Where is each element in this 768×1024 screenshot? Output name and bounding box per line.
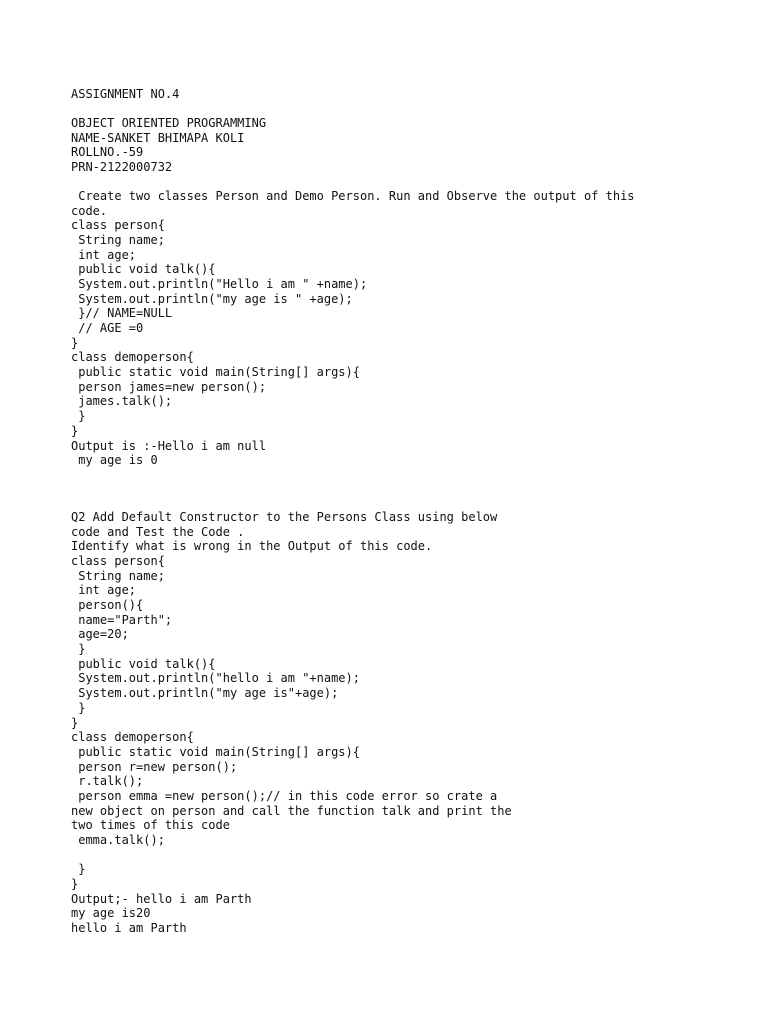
q2-code-line: System.out.println("my age is"+age); <box>71 686 339 701</box>
q1-code-line: class person{ <box>71 218 165 233</box>
q1-code-line: person james=new person(); <box>71 379 267 394</box>
q1-code-line: public static void main(String[] args){ <box>71 365 360 380</box>
q2-code-line: r.talk(); <box>71 774 144 789</box>
q1-code-line: String name; <box>71 232 165 247</box>
q1-output-line: Output is :-Hello i am null <box>71 438 267 453</box>
q1-prompt-line: Create two classes Person and Demo Person. Run and Observe the output of this <box>71 188 635 203</box>
q2-prompt-line: Identify what is wrong in the Output of this code. <box>71 539 433 554</box>
q1-code-line: public void talk(){ <box>71 262 216 277</box>
spacer <box>71 102 731 116</box>
q2-code-line: public static void main(String[] args){ <box>71 744 360 759</box>
q2-prompt-line: Q2 Add Default Constructor to the Persons Class using below <box>71 509 498 524</box>
q2-code-line: } <box>71 715 79 730</box>
document-text <box>71 87 731 936</box>
q1-code-line: james.talk(); <box>71 394 173 409</box>
q2-code-line: person r=new person(); <box>71 759 238 774</box>
roll-number: ROLLNO.-59 <box>71 145 144 160</box>
q1-code-line: }// NAME=NULL <box>71 306 173 321</box>
q2-code-line: } <box>71 862 86 877</box>
assignment-title: ASSIGNMENT NO.4 <box>71 87 180 101</box>
q2-code-line: } <box>71 877 79 892</box>
q2-code-line <box>71 848 731 863</box>
q1-code-line: class demoperson{ <box>71 350 194 365</box>
q2-code-line: System.out.println("hello i am "+name); <box>71 671 360 686</box>
q1-output-line: my age is 0 <box>71 453 158 468</box>
q2-code-line: person emma =new person();// in this code error so crate a <box>71 788 498 803</box>
q1-code-line: // AGE =0 <box>71 321 144 335</box>
q2-code-line: public void talk(){ <box>71 656 216 671</box>
q1-code-line: System.out.println("my age is " +age); <box>71 291 353 306</box>
spacer <box>71 175 731 189</box>
q2-code-line: } <box>71 642 86 657</box>
q1-code-line: System.out.println("Hello i am " +name); <box>71 276 368 291</box>
q2-code-line: name="Parth"; <box>71 612 173 627</box>
q2-code-line: age=20; <box>71 627 129 642</box>
q2-code-line: } <box>71 700 86 715</box>
spacer <box>71 468 731 510</box>
prn-number: PRN-2122000732 <box>71 159 173 174</box>
q2-code-line: class demoperson{ <box>71 730 194 745</box>
subject-title: OBJECT ORIENTED PROGRAMMING <box>71 115 267 130</box>
q2-output-line: Output;- hello i am Parth <box>71 891 252 906</box>
student-name: NAME-SANKET BHIMAPA KOLI <box>71 130 245 145</box>
q1-code-line: } <box>71 335 79 350</box>
q2-prompt-line: code and Test the Code . <box>71 524 245 539</box>
q2-code-line: int age; <box>71 583 137 598</box>
q2-code-line: person(){ <box>71 598 144 612</box>
q2-code-line: emma.talk(); <box>71 833 165 847</box>
q1-prompt-line: code. <box>71 203 108 218</box>
q2-output-line: my age is20 <box>71 906 151 921</box>
q2-code-line: class person{ <box>71 553 165 568</box>
q2-code-line: two times of this code <box>71 818 230 833</box>
q2-code-line: String name; <box>71 568 165 583</box>
q1-code-line: int age; <box>71 247 137 262</box>
q1-code-line: } <box>71 409 86 424</box>
q2-code-line: new object on person and call the function talk and print the <box>71 803 512 818</box>
q1-code-line: } <box>71 423 79 438</box>
q2-output-line: hello i am Parth <box>71 921 187 936</box>
